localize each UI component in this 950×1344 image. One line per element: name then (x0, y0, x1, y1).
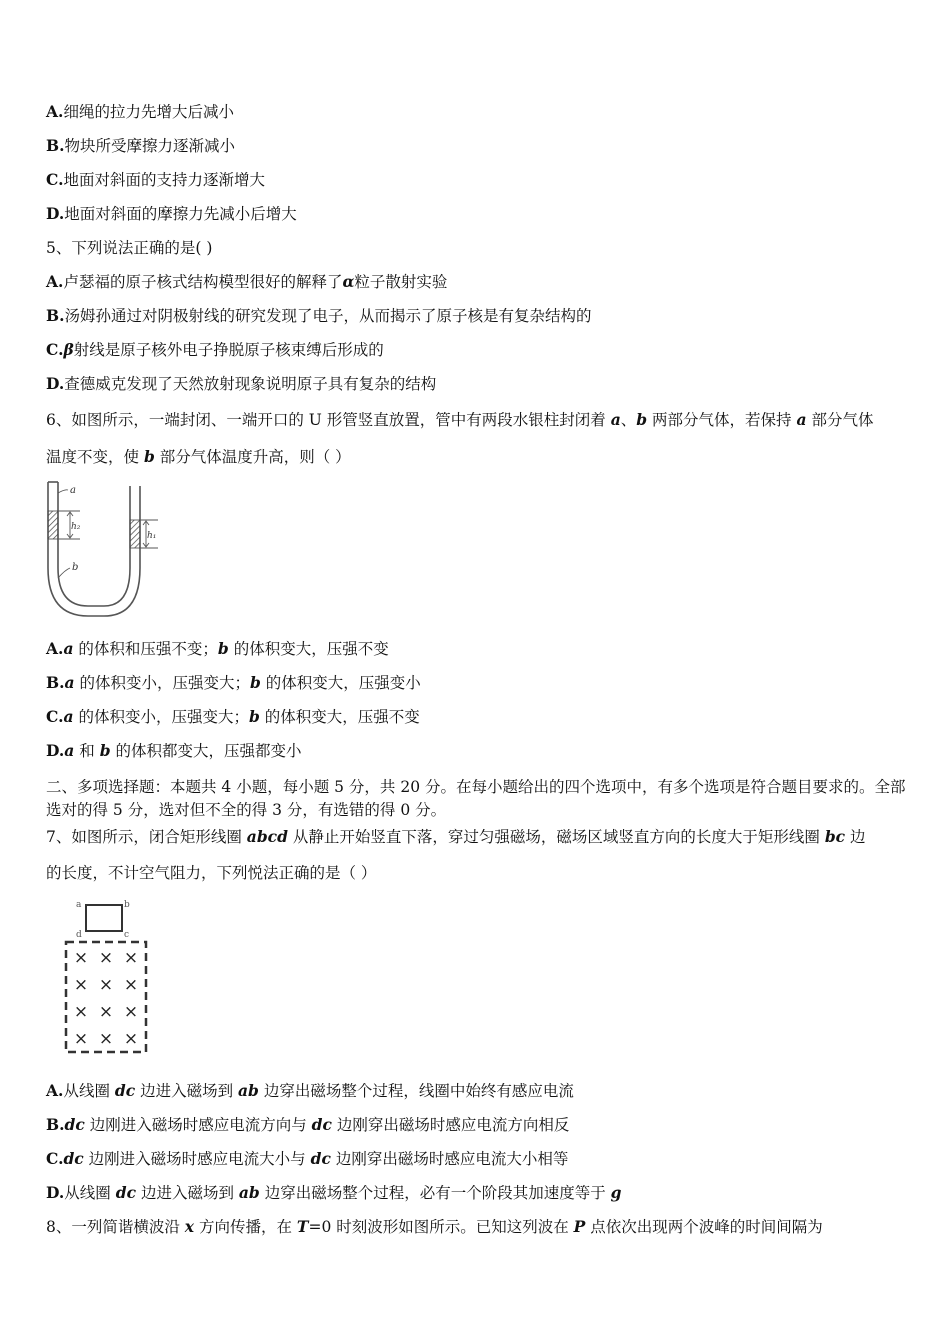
field-cross: × (123, 1029, 139, 1049)
var-b: b (143, 447, 155, 466)
section-2-heading: 二、多项选择题：本题共 4 小题，每小题 5 分，共 20 分。在每小题给出的四个选项中，有多个选项是符合题目要求的。全部选对的得 5 分，选对但不全的得 3 分，有选错的得 0 分。 (46, 778, 906, 819)
option-text: 细绳的拉力先增大后减小 (63, 103, 234, 121)
option-letter: A. (46, 272, 64, 291)
q7-option-a (46, 1081, 574, 1101)
option-text: 汤姆孙通过对阴极射线的研究发现了电子，从而揭示了原子核是有复杂结构的 (64, 307, 592, 325)
var-dc: dc (115, 1183, 137, 1202)
q7-option-b (46, 1115, 569, 1135)
option-letter: D. (46, 741, 65, 760)
option-text: 粒子散射实验 (354, 273, 448, 291)
q5-option-d (46, 374, 436, 394)
stem-text: 方向传播，在 (194, 1218, 297, 1236)
option-text: 的体积变小，压强变大； (74, 674, 250, 692)
q4-option-b (46, 136, 235, 156)
coil-field-figure (60, 895, 160, 1057)
option-text: 边刚进入磁场时感应电流方向与 (84, 1116, 312, 1134)
field-cross: × (98, 948, 114, 968)
var-b: b (249, 673, 261, 692)
var-dc: dc (63, 1149, 84, 1168)
var-dc: dc (114, 1081, 136, 1100)
var-T: T (296, 1217, 309, 1236)
q7-option-d (46, 1183, 621, 1203)
var-b: b (217, 639, 229, 658)
q6-stem-line2 (46, 447, 351, 467)
var-dc: dc (311, 1115, 332, 1134)
corner-d: d (76, 930, 82, 940)
q6-option-b (46, 673, 421, 693)
option-letter: D. (46, 374, 65, 393)
u-tube-outer (48, 482, 140, 616)
field-cross: × (123, 948, 139, 968)
beta-symbol: β (63, 340, 74, 359)
option-letter: C. (46, 340, 64, 359)
field-cross: × (73, 1002, 89, 1022)
option-text: 卢瑟福的原子核式结构模型很好的解释了 (63, 273, 343, 291)
q8-stem (46, 1217, 823, 1237)
corner-a: a (76, 900, 82, 910)
option-letter: A. (46, 639, 64, 658)
q5-option-a (46, 272, 447, 292)
var-abcd: abcd (246, 827, 288, 846)
label-b: b (72, 562, 79, 573)
option-text: 的体积变大，压强不变 (228, 640, 389, 658)
stem-text: 6、如图所示，一端封闭、一端开口的 U 形管竖直放置，管中有两段水银柱封闭着 (46, 411, 611, 429)
stem-text: 温度不变，使 (46, 448, 144, 466)
option-text: 边穿出磁场整个过程，必有一个阶段其加速度等于 (259, 1184, 611, 1202)
stem-text: =0 时刻波形如图所示。已知这列波在 (308, 1218, 574, 1236)
stem-text: 7、如图所示，闭合矩形线圈 (46, 828, 247, 846)
var-ab: ab (238, 1183, 260, 1202)
option-letter: C. (46, 707, 64, 726)
stem-text: 、 (620, 411, 637, 429)
q4-option-a (46, 102, 234, 122)
q5-option-c (46, 340, 384, 360)
option-letter: C. (46, 170, 64, 189)
stem-text: 部分气体温度升高，则（ ） (154, 448, 351, 466)
label-h2: h₂ (71, 522, 81, 532)
stem-text: 边 (845, 828, 866, 846)
label-h1: h₁ (147, 531, 157, 541)
option-letter: B. (46, 1115, 65, 1134)
stem-text: 部分气体 (806, 411, 874, 429)
stem-text: 点依次出现两个波峰的时间间隔为 (585, 1218, 823, 1236)
q7-stem-line2: 的长度，不计空气阻力，下列悦法正确的是（ ） (46, 864, 377, 882)
option-text: 从线圈 (64, 1184, 116, 1202)
field-cross: × (98, 1002, 114, 1022)
u-tube-inner (58, 482, 130, 606)
var-a: a (796, 410, 807, 429)
mercury-column-h2 (48, 511, 58, 539)
option-text: 的体积变大，压强不变 (259, 708, 420, 726)
option-text: 从线圈 (63, 1082, 115, 1100)
field-cross: × (73, 975, 89, 995)
option-text: 边穿出磁场整个过程，线圈中始终有感应电流 (258, 1082, 574, 1100)
var-a: a (64, 673, 75, 692)
field-cross: × (123, 1002, 139, 1022)
stem-text: 8、一列简谐横波沿 (46, 1218, 185, 1236)
corner-c: c (124, 930, 130, 940)
option-letter: C. (46, 1149, 64, 1168)
q6-stem-line1 (46, 410, 873, 430)
var-a: a (63, 707, 74, 726)
u-tube-figure (40, 478, 170, 623)
field-cross: × (73, 1029, 89, 1049)
stem-text: 两部分气体，若保持 (647, 411, 797, 429)
option-text: 地面对斜面的支持力逐渐增大 (63, 171, 265, 189)
q7-option-c (46, 1149, 568, 1169)
var-b: b (636, 410, 648, 429)
option-letter: B. (46, 306, 65, 325)
var-a: a (610, 410, 621, 429)
q5-stem: 5、下列说法正确的是( ) (46, 239, 213, 257)
option-text: 的体积都变大，压强都变小 (110, 742, 302, 760)
option-letter: D. (46, 204, 65, 223)
corner-b: b (124, 900, 130, 910)
alpha-symbol: α (342, 272, 355, 291)
var-dc: dc (310, 1149, 331, 1168)
option-text: 边刚进入磁场时感应电流大小与 (83, 1150, 311, 1168)
var-g: g (610, 1183, 622, 1202)
q6-option-d (46, 741, 301, 761)
q7-stem-line1 (46, 827, 866, 847)
option-text: 射线是原子核外电子挣脱原子核束缚后形成的 (73, 341, 384, 359)
option-text: 边刚穿出磁场时感应电流大小相等 (330, 1150, 569, 1168)
field-cross: × (98, 975, 114, 995)
stem-text: 从静止开始竖直下落，穿过匀强磁场，磁场区域竖直方向的长度大于矩形线圈 (287, 828, 825, 846)
var-bc: bc (824, 827, 846, 846)
option-text: 边刚穿出磁场时感应电流方向相反 (331, 1116, 570, 1134)
q6-option-a (46, 639, 389, 659)
option-text: 的体积变小，压强变大； (73, 708, 249, 726)
option-text: 查德威克发现了天然放射现象说明原子具有复杂的结构 (64, 375, 437, 393)
option-text: 地面对斜面的摩擦力先减小后增大 (64, 205, 297, 223)
var-dc: dc (64, 1115, 85, 1134)
option-letter: B. (46, 136, 65, 155)
field-cross: × (73, 948, 89, 968)
field-cross: × (123, 975, 139, 995)
option-letter: A. (46, 102, 64, 121)
var-b: b (248, 707, 260, 726)
var-a: a (64, 741, 75, 760)
q4-option-c (46, 170, 265, 190)
option-text: 边进入磁场到 (136, 1184, 239, 1202)
option-text: 的体积变大，压强变小 (260, 674, 421, 692)
field-cross: × (98, 1029, 114, 1049)
var-x: x (184, 1217, 195, 1236)
option-text: 边进入磁场到 (135, 1082, 239, 1100)
option-letter: D. (46, 1183, 65, 1202)
q6-option-c (46, 707, 420, 727)
coil-rectangle (86, 905, 122, 931)
label-a: a (70, 485, 76, 496)
var-b: b (99, 741, 111, 760)
mercury-column-h1 (130, 520, 140, 548)
var-a: a (63, 639, 74, 658)
var-P: P (573, 1217, 586, 1236)
option-text: 的体积和压强不变； (73, 640, 218, 658)
q4-option-d (46, 204, 297, 224)
option-text: 物块所受摩擦力逐渐减小 (64, 137, 236, 155)
option-text: 和 (74, 742, 100, 760)
q5-option-b (46, 306, 592, 326)
var-ab: ab (238, 1081, 259, 1100)
option-letter: A. (46, 1081, 64, 1100)
option-letter: B. (46, 673, 65, 692)
